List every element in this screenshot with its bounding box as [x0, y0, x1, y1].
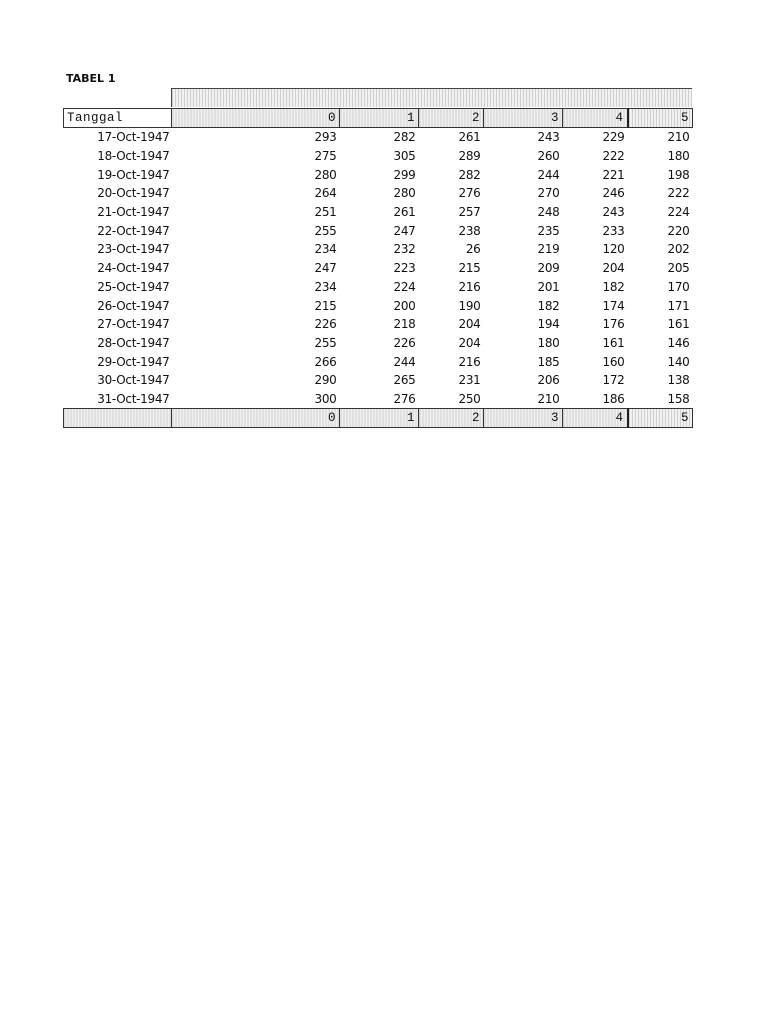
cell-col-5: 198	[667, 167, 690, 182]
table-row	[64, 165, 693, 184]
cell-col-5: 205	[667, 261, 690, 276]
cell-col-5: 138	[667, 373, 690, 388]
cell-col-2: 204	[458, 317, 481, 332]
cell-col-5: 180	[667, 149, 690, 164]
table-row	[64, 221, 693, 240]
cell-col-0: 234	[314, 279, 337, 294]
row-date: 22-Oct-1947	[97, 223, 170, 238]
cell-col-2: 282	[458, 167, 481, 182]
cell-col-4: 172	[602, 373, 625, 388]
cell-col-3: 180	[537, 335, 560, 350]
table-row	[64, 278, 693, 297]
header-col-2: 2	[419, 109, 484, 128]
cell-col-4: 222	[602, 149, 625, 164]
cell-col-0: 247	[314, 261, 337, 276]
header-col-5: 5	[628, 109, 693, 128]
row-date: 23-Oct-1947	[97, 242, 170, 257]
row-date: 25-Oct-1947	[97, 279, 170, 294]
cell-col-1: 218	[393, 317, 416, 332]
cell-col-0: 251	[314, 205, 337, 220]
cell-col-0: 280	[314, 167, 337, 182]
table-row	[64, 296, 693, 315]
footer-col-4: 4	[563, 409, 628, 428]
row-date: 18-Oct-1947	[97, 149, 170, 164]
row-date: 31-Oct-1947	[97, 391, 170, 406]
cell-col-2: 276	[458, 186, 481, 201]
footer-col-3: 3	[484, 409, 563, 428]
row-date: 17-Oct-1947	[97, 130, 170, 145]
cell-col-3: 210	[537, 391, 560, 406]
cell-col-0: 255	[314, 335, 337, 350]
cell-col-2: 257	[458, 205, 481, 220]
cell-col-4: 221	[602, 167, 625, 182]
cell-col-2: 190	[458, 298, 481, 313]
cell-col-3: 206	[537, 373, 560, 388]
cell-col-0: 255	[314, 223, 337, 238]
cell-col-5: 171	[667, 298, 690, 313]
cell-col-2: 289	[458, 149, 481, 164]
row-date: 30-Oct-1947	[97, 373, 170, 388]
cell-col-4: 204	[602, 261, 625, 276]
cell-col-2: 261	[458, 130, 481, 145]
cell-col-4: 246	[602, 186, 625, 201]
cell-col-2: 204	[458, 335, 481, 350]
header-band	[171, 88, 692, 107]
cell-col-5: 161	[667, 317, 690, 332]
cell-col-1: 200	[393, 298, 416, 313]
table-row	[64, 315, 693, 334]
cell-col-5: 210	[667, 130, 690, 145]
cell-col-5: 146	[667, 335, 690, 350]
footer-row	[64, 409, 693, 428]
footer-col-5: 5	[628, 409, 693, 428]
footer-col-1: 1	[340, 409, 419, 428]
cell-col-2: 215	[458, 261, 481, 276]
cell-col-3: 260	[537, 149, 560, 164]
row-date: 29-Oct-1947	[97, 354, 170, 369]
cell-col-3: 235	[537, 223, 560, 238]
cell-col-3: 185	[537, 354, 560, 369]
table-row	[64, 184, 693, 203]
table-row	[64, 390, 693, 409]
row-date: 26-Oct-1947	[97, 298, 170, 313]
row-date: 27-Oct-1947	[97, 317, 170, 332]
cell-col-0: 226	[314, 317, 337, 332]
cell-col-3: 182	[537, 298, 560, 313]
cell-col-5: 222	[667, 186, 690, 201]
cell-col-3: 219	[537, 242, 560, 257]
header-col-0: 0	[172, 109, 340, 128]
cell-col-4: 120	[602, 242, 625, 257]
row-date: 28-Oct-1947	[97, 335, 170, 350]
cell-col-1: 276	[393, 391, 416, 406]
table-row	[64, 259, 693, 278]
cell-col-0: 215	[314, 298, 337, 313]
cell-col-4: 174	[602, 298, 625, 313]
header-col-4: 4	[563, 109, 628, 128]
cell-col-0: 275	[314, 149, 337, 164]
cell-col-4: 186	[602, 391, 625, 406]
table-row	[64, 203, 693, 222]
cell-col-2: 238	[458, 223, 481, 238]
cell-col-1: 261	[393, 205, 416, 220]
cell-col-0: 290	[314, 373, 337, 388]
cell-col-2: 250	[458, 391, 481, 406]
cell-col-5: 220	[667, 223, 690, 238]
footer-col-0: 0	[172, 409, 340, 428]
table-title: TABEL 1	[66, 72, 116, 85]
cell-col-2: 216	[458, 354, 481, 369]
cell-col-1: 224	[393, 279, 416, 294]
cell-col-1: 265	[393, 373, 416, 388]
footer-col-2: 2	[419, 409, 484, 428]
row-date: 19-Oct-1947	[97, 167, 170, 182]
cell-col-1: 299	[393, 167, 416, 182]
cell-col-2: 231	[458, 373, 481, 388]
cell-col-0: 300	[314, 391, 337, 406]
row-date: 24-Oct-1947	[97, 261, 170, 276]
cell-col-3: 248	[537, 205, 560, 220]
cell-col-5: 170	[667, 279, 690, 294]
cell-col-4: 161	[602, 335, 625, 350]
cell-col-1: 232	[393, 242, 416, 257]
table-row	[64, 352, 693, 371]
table-row	[64, 128, 693, 147]
cell-col-0: 266	[314, 354, 337, 369]
header-col-1: 1	[340, 109, 419, 128]
cell-col-1: 244	[393, 354, 416, 369]
row-date: 20-Oct-1947	[97, 186, 170, 201]
cell-col-1: 223	[393, 261, 416, 276]
cell-col-2: 216	[458, 279, 481, 294]
table-row	[64, 240, 693, 259]
cell-col-1: 305	[393, 149, 416, 164]
cell-col-4: 243	[602, 205, 625, 220]
cell-col-0: 234	[314, 242, 337, 257]
header-label-tanggal: Tanggal	[64, 109, 172, 128]
cell-col-4: 233	[602, 223, 625, 238]
footer-label-cell	[64, 409, 172, 428]
data-table	[63, 108, 693, 428]
cell-col-1: 282	[393, 130, 416, 145]
cell-col-3: 270	[537, 186, 560, 201]
table-row	[64, 147, 693, 166]
cell-col-3: 201	[537, 279, 560, 294]
header-row	[64, 109, 693, 128]
row-date: 21-Oct-1947	[97, 205, 170, 220]
header-col-3: 3	[484, 109, 563, 128]
cell-col-0: 293	[314, 130, 337, 145]
table-row	[64, 371, 693, 390]
cell-col-4: 182	[602, 279, 625, 294]
cell-col-1: 226	[393, 335, 416, 350]
cell-col-2: 26	[465, 242, 481, 257]
table-row	[64, 334, 693, 353]
cell-col-3: 243	[537, 130, 560, 145]
cell-col-1: 280	[393, 186, 416, 201]
cell-col-4: 229	[602, 130, 625, 145]
cell-col-5: 158	[667, 391, 690, 406]
cell-col-1: 247	[393, 223, 416, 238]
cell-col-5: 224	[667, 205, 690, 220]
cell-col-5: 140	[667, 354, 690, 369]
cell-col-4: 160	[602, 354, 625, 369]
cell-col-4: 176	[602, 317, 625, 332]
cell-col-0: 264	[314, 186, 337, 201]
cell-col-3: 244	[537, 167, 560, 182]
cell-col-5: 202	[667, 242, 690, 257]
cell-col-3: 194	[537, 317, 560, 332]
cell-col-3: 209	[537, 261, 560, 276]
